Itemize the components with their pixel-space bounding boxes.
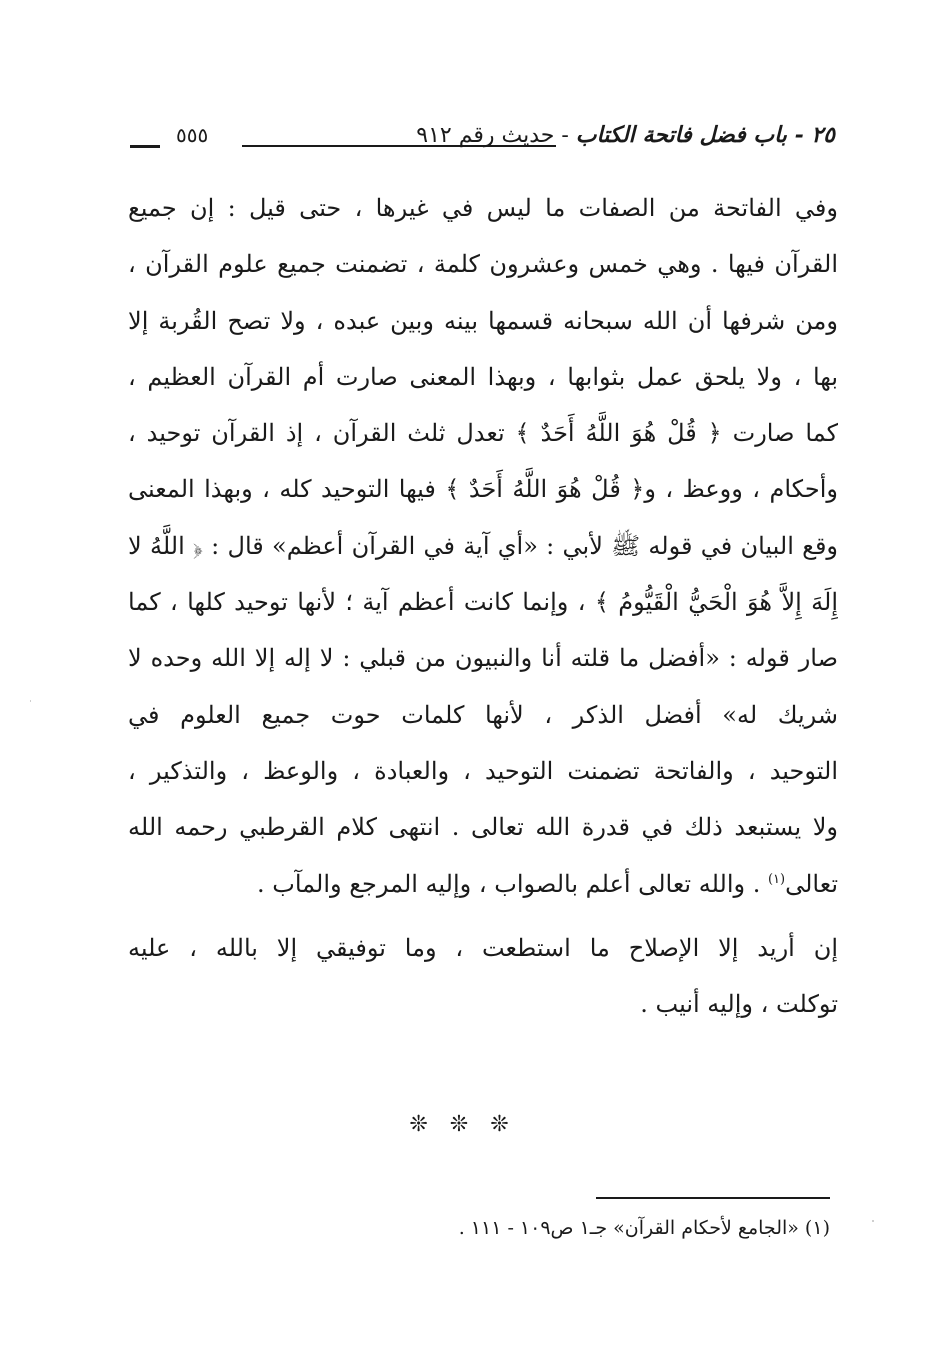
text-line: [128, 856, 838, 912]
text-line: إِلَهَ إِلاَّ هُوَ الْحَيُّ الْقَيُّومُ ﴾ ، وإنما كانت أعظم آية ؛ لأنها توحيد كلها ، كما: [128, 588, 838, 617]
page-number-dash: [130, 145, 160, 148]
running-header: [130, 118, 835, 158]
text-line: القرآن فيها . وهي خمس وعشرون كلمة ، تضمنت جميع علوم القرآن ،: [128, 250, 838, 279]
text-fragment: . والله تعالى أعلم بالصواب ، وإليه المرجع والمآب .: [256, 869, 768, 898]
text-line: صار قوله : «أفضل ما قلته أنا والنبيون من قبلي : لا إله إلا الله وحده لا: [128, 644, 838, 673]
closing-line: توكلت ، وإليه أنيب .: [640, 990, 838, 1019]
footnote-marker: (١): [767, 871, 786, 887]
scan-speck: [872, 1220, 874, 1222]
header-title: [416, 118, 835, 153]
header-rule: [242, 145, 556, 147]
footnote: (١) «الجامع لأحكام القرآن» جـ١ ص١٠٩ - ١١١ .: [458, 1217, 830, 1239]
hadith-reference: - حديث رقم ٩١٢: [416, 123, 576, 148]
text-line: التوحيد ، والفاتحة تضمنت التوحيد ، والعبادة ، والوعظ ، والتذكير ،: [128, 756, 838, 785]
text-line: بها ، ولا يلحق عمل بثوابها ، وبهذا المعنى صارت أم القرآن العظيم ،: [128, 362, 838, 391]
page-number: ٥٥٥: [176, 123, 209, 147]
text-fragment: تعالى: [785, 869, 838, 898]
text-line: ومن شرفها أن الله سبحانه قسمها بينه وبين عبده ، ولا تصح القُربة إلا: [128, 306, 838, 335]
footnote-rule: [596, 1197, 830, 1199]
text-line: كما صارت ﴿ قُلْ هُوَ اللَّهُ أَحَدٌ ﴾ تعدل ثلث القرآن ، إذ القرآن توحيد ،: [128, 419, 838, 448]
chapter-title: ٢٥ - باب فضل فاتحة الكتاب: [575, 122, 835, 148]
closing-line: إن أريد إلا الإصلاح ما استطعت ، وما توفيقي إلا بالله ، عليه: [128, 933, 838, 962]
main-text: [128, 180, 838, 1032]
paragraph-gap: [128, 912, 838, 920]
text-line: وأحكام ، ووعظ ، و﴿ قُلْ هُوَ اللَّهُ أَحَدٌ ﴾ فيها التوحيد كله ، وبهذا المعنى: [128, 475, 838, 504]
section-separator: ❊❊❊: [409, 1112, 531, 1137]
scan-speck: [30, 700, 31, 702]
text-line: شريك له» أفضل الذكر ، لأنها كلمات حوت جميع العلوم في: [128, 700, 838, 729]
text-line: وفي الفاتحة من الصفات ما ليس في غيرها ، حتى قيل : إن جميع: [128, 194, 838, 222]
text-line: وقع البيان في قوله ﷺ لأبي : «أي آية في القرآن أعظم» قال : ﴿ اللَّهُ لا: [128, 531, 838, 560]
text-line: ولا يستبعد ذلك في قدرة الله تعالى . انتهى كلام القرطبي رحمه الله: [128, 813, 838, 842]
